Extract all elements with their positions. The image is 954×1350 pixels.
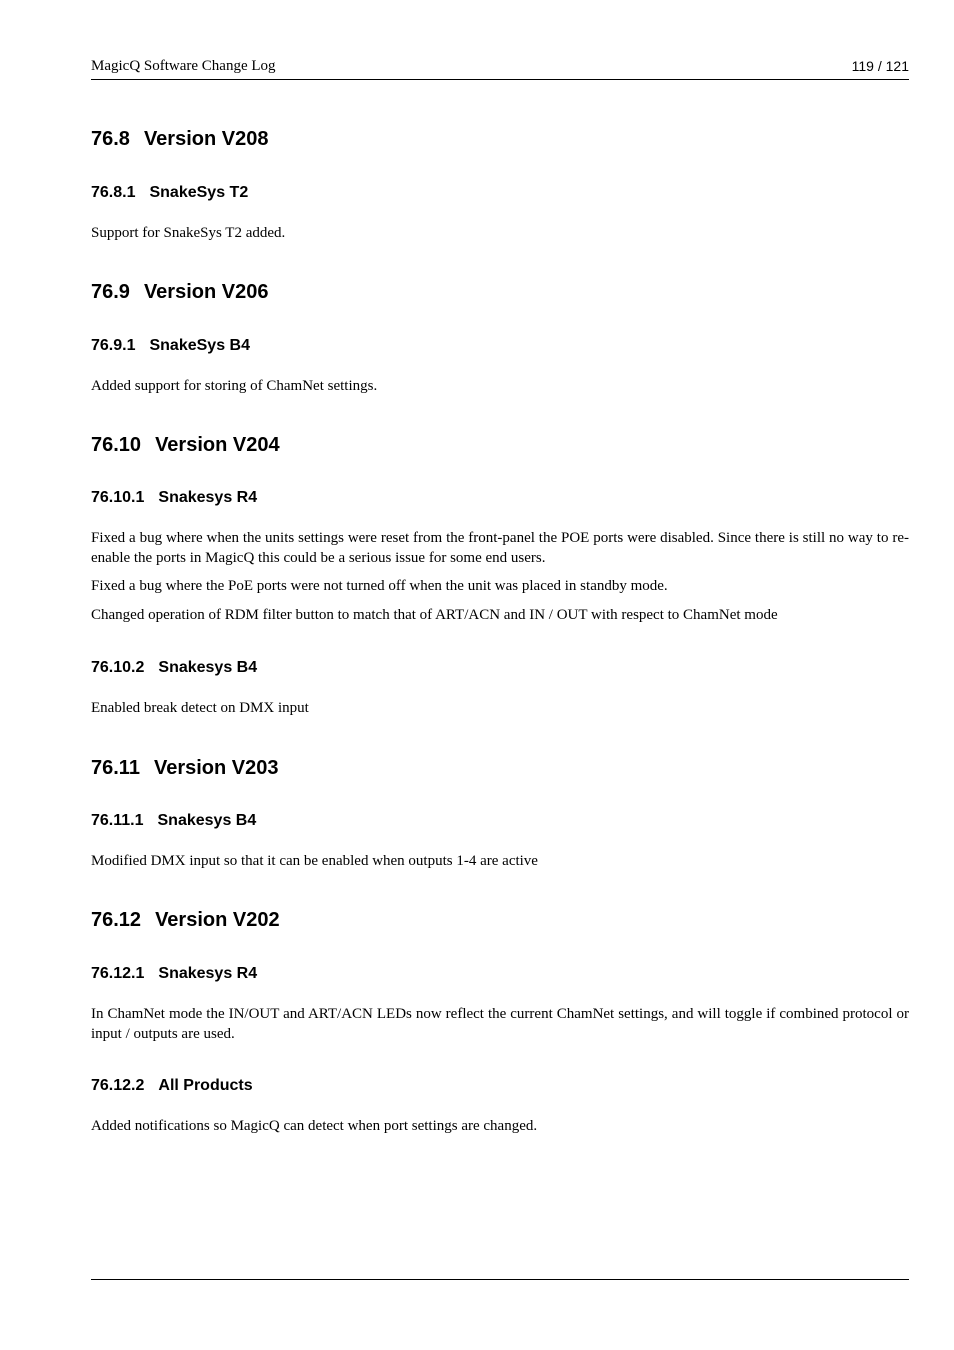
section-heading-76-10 (91, 434, 280, 457)
subsection-number: 76.9.1 (91, 337, 136, 354)
section-number: 76.10 (91, 434, 142, 456)
subsection-title: Snakesys B4 (158, 659, 258, 676)
section-title: Version V202 (155, 909, 280, 931)
paragraph: Fixed a bug where when the units settings were reset from the front-panel the POE ports were disabled. Since there is still no way to re-enable the ports in MagicQ this could be a serious issue for some end users. (91, 530, 909, 566)
paragraph: Support for SnakeSys T2 added. (91, 225, 286, 241)
paragraph: Enabled break detect on DMX input (91, 700, 309, 716)
section-number: 76.12 (91, 909, 142, 931)
subsection-number: 76.12.1 (91, 965, 145, 982)
subsection-number: 76.11.1 (91, 812, 144, 829)
subsection-number: 76.12.2 (91, 1077, 145, 1094)
section-heading-76-12 (91, 909, 280, 932)
subsection-title: All Products (158, 1077, 253, 1094)
page-number: 119 / 121 (851, 58, 909, 74)
subsection-number: 76.8.1 (91, 184, 136, 201)
section-title: Version V204 (155, 434, 280, 456)
subsection-title: Snakesys R4 (158, 489, 258, 506)
section-number: 76.8 (91, 128, 130, 150)
paragraph: Added notifications so MagicQ can detect when port settings are changed. (91, 1118, 538, 1134)
section-number: 76.11 (91, 757, 140, 779)
subsection-title: Snakesys R4 (158, 965, 258, 982)
subsection-title: SnakeSys B4 (149, 337, 250, 354)
subsection-title: Snakesys B4 (157, 812, 257, 829)
subsection-heading-76-10-1 (91, 489, 257, 507)
subsection-title: SnakeSys T2 (149, 184, 249, 201)
section-title: Version V203 (153, 757, 279, 779)
section-number: 76.9 (91, 281, 130, 303)
subsection-heading-76-8-1 (91, 184, 248, 202)
subsection-heading-76-9-1 (91, 337, 250, 355)
subsection-heading-76-12-1 (91, 965, 257, 983)
subsection-heading-76-11-1 (91, 812, 256, 830)
document-title: MagicQ Software Change Log (91, 58, 276, 74)
subsection-number: 76.10.1 (91, 489, 145, 506)
subsection-heading-76-10-2 (91, 659, 257, 677)
paragraph: Fixed a bug where the PoE ports were not turned off when the unit was placed in standby mode. (91, 578, 668, 594)
page-header (91, 57, 909, 80)
paragraph: Changed operation of RDM filter button to match that of ART/ACN and IN / OUT with respect to ChamNet mode (91, 607, 778, 623)
subsection-number: 76.10.2 (91, 659, 145, 676)
subsection-heading-76-12-2 (91, 1077, 253, 1095)
section-title: Version V208 (143, 128, 269, 150)
section-heading-76-11 (91, 757, 278, 780)
paragraph: Modified DMX input so that it can be enabled when outputs 1-4 are active (91, 853, 538, 869)
section-heading-76-8 (91, 128, 268, 151)
paragraph: Added support for storing of ChamNet settings. (91, 378, 378, 394)
footer-divider (91, 1279, 909, 1280)
section-heading-76-9 (91, 281, 268, 304)
section-title: Version V206 (143, 281, 269, 303)
paragraph: In ChamNet mode the IN/OUT and ART/ACN LEDs now reflect the current ChamNet settings, and will toggle if combined protocol or input / outputs are used. (91, 1006, 909, 1042)
